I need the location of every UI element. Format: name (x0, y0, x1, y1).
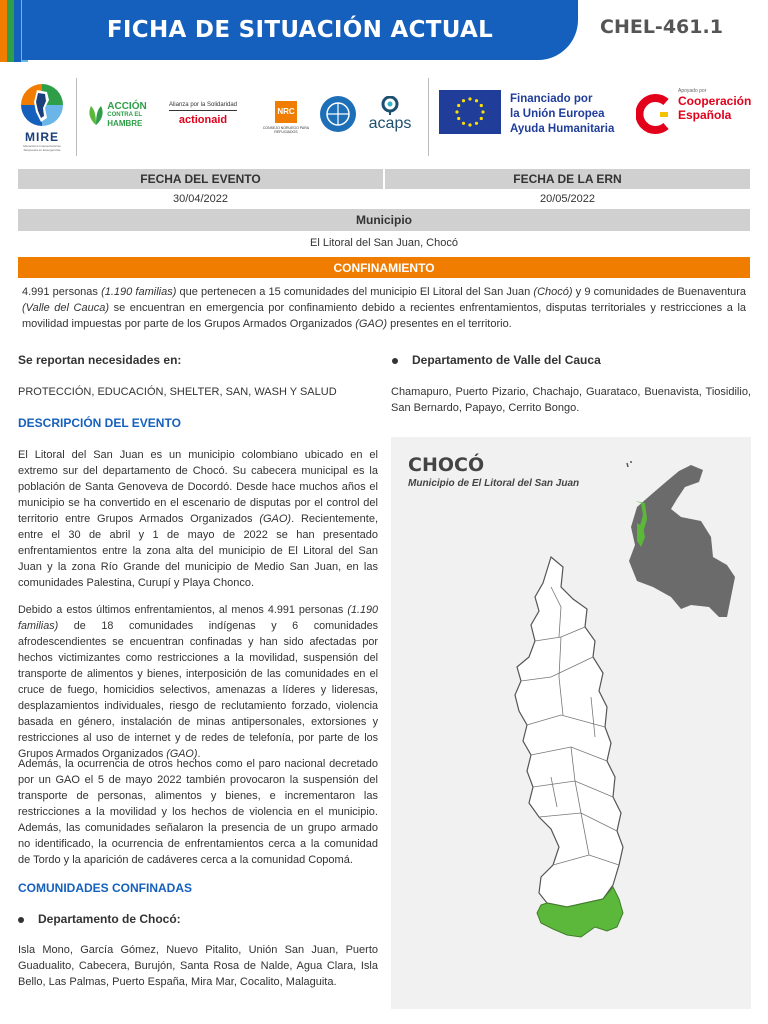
leaf-icon (87, 104, 105, 126)
description-paragraph-2 (18, 602, 378, 762)
desc-p2a: Debido a estos últimos enfrentamientos, al menos 4.991 personas (18, 604, 348, 616)
needs-text: PROTECCIÓN, EDUCACIÓN, SHELTER, SAN, WASH Y SALUD (18, 386, 337, 398)
valle-title: Departamento de Valle del Cauca (412, 353, 601, 367)
municipality-header: Municipio (18, 209, 750, 231)
choco-communities-list: Isla Mono, García Gómez, Nuevo Pitalito, Unión San Juan, Puerto Guadualito, Cabecera, Burujón, Santa Rosa de Nalde, Agua Clara, Isla Bello, Las Palmas, Puerto España, Mira Mar, Cocalito, Malaguita. (18, 944, 378, 988)
description-paragraph-1 (18, 447, 378, 591)
conf-text-c: que pertenecen a 15 comunidades del municipio El Litoral del San Juan (176, 286, 534, 298)
desc-p2d: (GAO) (166, 748, 198, 760)
conf-text-g: se encuentran en emergencia por confinamiento debido a recientes enfrentamientos, disputas territoriales y restricciones a la movilidad impuestas por parte de los Grupos Armados Organizados (22, 302, 747, 330)
accion-contra-el-hambre-logo (84, 90, 150, 140)
desc-p1b: (GAO) (259, 513, 292, 525)
mire-logo (14, 74, 70, 160)
desc-p2e: . (197, 748, 201, 760)
bullet-dot (18, 917, 24, 923)
logo-separator (428, 78, 429, 156)
mire-emblem-icon (19, 82, 65, 128)
coop-text (678, 88, 762, 122)
coop-line1: Cooperación (678, 94, 752, 108)
bullet-dot (392, 358, 398, 364)
conf-text-i: presentes en el territorio. (387, 318, 512, 330)
conf-text-b: (1.190 familias) (101, 286, 177, 298)
desc-p2b: (1.190 familias) (18, 604, 378, 632)
map-title: CHOCÓ (408, 454, 485, 476)
event-date-value: 30/04/2022 (172, 193, 229, 205)
eu-line1: Financiado por (510, 93, 593, 105)
acaps-pin-icon (381, 96, 399, 116)
coop-line2: Española (678, 108, 732, 122)
mire-caption: Mecanismo Intersectorial de Respuesta en Emergencias (23, 144, 61, 152)
cooperacion-espanola-icon (636, 94, 672, 134)
event-date-header: FECHA DEL EVENTO (18, 169, 383, 189)
colombia-shape (629, 465, 735, 617)
conf-text-a: 4.991 personas (22, 286, 102, 298)
stripe-blue (14, 0, 21, 62)
medicos-del-mundo-logo (318, 94, 358, 134)
map-panel (391, 437, 751, 1009)
choco-title: Departamento de Chocó: (38, 912, 181, 926)
confinement-summary (22, 284, 746, 332)
acaps-name: acaps (368, 115, 412, 132)
stripe-green (7, 0, 14, 62)
partner-logos (14, 72, 758, 162)
accion-line3: HAMBRE (107, 119, 143, 128)
eu-text (510, 92, 630, 137)
eu-line2: la Unión Europea (510, 108, 605, 120)
desc-p1c: . Recientemente, entre el 30 de abril y 1 de mayo de 2022 se han presentado enfrentamientos entre la zona alta del municipio de El Litoral del San Juan y la zona Río Grande del municipio de Medio San Juan, en las comunidades Palestina, Curupí y Playa Chonco. (18, 513, 379, 589)
confinement-header: CONFINAMIENTO (18, 257, 750, 278)
medicos-del-mundo-icon (319, 95, 357, 133)
header (0, 0, 768, 62)
valle-bullet (392, 353, 601, 367)
choco-department-shape (515, 557, 623, 907)
municipality-value: El Litoral del San Juan, Chocó (310, 237, 458, 249)
eu-line3: Ayuda Humanitaria (510, 123, 615, 135)
ern-date-value: 20/05/2022 (539, 193, 596, 205)
coop-small: Apoyado por (678, 88, 707, 94)
needs-title: Se reportan necesidades en: (18, 353, 182, 367)
logo-separator (76, 78, 77, 156)
nrc-box: NRC (275, 101, 297, 123)
conf-text-f: (Valle del Cauca) (22, 302, 110, 314)
conf-text-e: y 9 comunidades de Buenaventura (572, 286, 747, 298)
description-title: DESCRIPCIÓN DEL EVENTO (18, 416, 181, 430)
accion-line2: CONTRA EL (107, 112, 143, 118)
actionaid-tagline: Alianza por la Solidaridad (169, 102, 237, 111)
mire-name: MIRE (25, 130, 59, 144)
desc-p1a: El Litoral del San Juan es un municipio colombiano ubicado en el extremo sur del departamento de Chocó. Su cabecera municipal es la población de Santa Genoveva de Docordó. Desde hace muchos años el municipio se ha convertido en el escenario de disputas por el control del territorio entre Grupos Armados Organizados (18, 449, 378, 525)
map-subtitle: Municipio de El Litoral del San Juan (408, 478, 580, 489)
eu-flag-logo (438, 88, 502, 136)
page-title: FICHA DE SITUACIÓN ACTUAL (106, 17, 494, 43)
ern-date-header: FECHA DE LA ERN (385, 169, 750, 189)
acaps-logo (364, 90, 416, 138)
choco-bullet (18, 912, 181, 926)
nrc-logo (258, 92, 314, 142)
nrc-caption: CONSEJO NORUEGO PARA REFUGIADOS (262, 125, 310, 134)
colombia-inset-map (391, 437, 751, 1009)
document-code: CHEL-461.1 (600, 16, 723, 38)
conf-text-h: (GAO) (355, 318, 388, 330)
cooperacion-espanola-logo (634, 92, 674, 136)
actionaid-logo (160, 96, 246, 132)
actionaid-name: actionaid (178, 114, 228, 126)
title-bar (22, 0, 578, 60)
desc-p2c: de 18 comunidades indígenas y 6 comunidades afrodescendientes se encuentran confinadas y han sido afectadas por hechos victimizantes como restricciones a la movilidad, suspensión del transporte de alimentos y bienes, interposición de las comunidades en el cruce de fuego, homicidios selectivos, amenazas a líderes y lideresas, desplazamientos individuales, riesgo de reclutamiento forzado, violencia basada en género, instalación de minas antipersonales, extorsiones y restricciones al uso de internet y de redes de telefonía, por parte de los Grupos Armados Organizados (18, 620, 378, 760)
conf-text-d: (Chocó) (533, 286, 573, 298)
accion-line1: ACCIÓN (107, 101, 147, 112)
description-paragraph-3: Además, la ocurrencia de otros hechos como el paro nacional decretado por un GAO el 5 de mayo 2022 también provocaron la suspensión del transporte de personas, alimentos y bienes, e incrementaron las restricciones a la movilidad y los hechos de violencia en el municipio. Además, las comunidades señalaron la presencia de un grupo armado no identificado, la ocurrencia de enfrentamientos cerca a la comunidad de Tordo y la aparición de cadáveres cerca a la comunidad Copomá. (18, 758, 378, 866)
eu-flag-icon (439, 90, 501, 134)
valle-communities-list: Chamapuro, Puerto Pizario, Chachajo, Guarataco, Buenavista, Tiosidilio, San Bernardo, Papayo, Cerrito Bongo. (391, 386, 751, 414)
communities-title: COMUNIDADES CONFINADAS (18, 881, 192, 895)
stripe-orange (0, 0, 7, 62)
